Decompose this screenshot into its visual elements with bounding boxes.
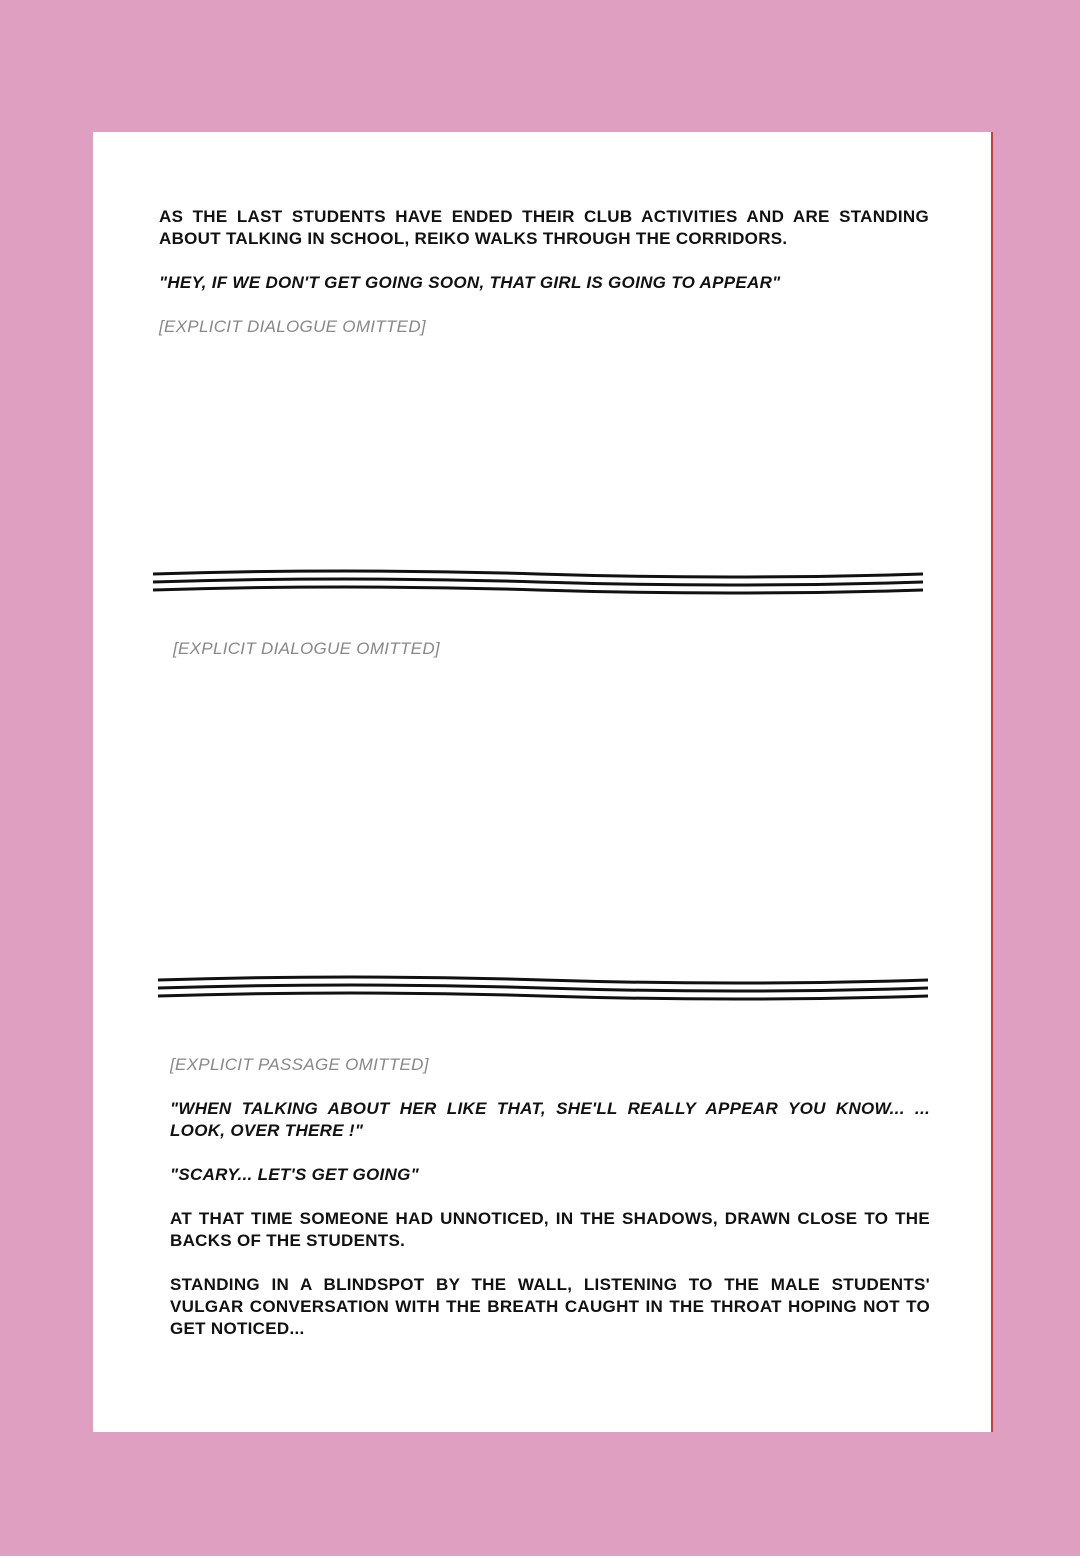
dialogue-line: "SCARY... LET'S GET GOING" [170,1165,420,1184]
dialogue-line: "HEY, IF WE DON'T GET GOING SOON, THAT GIRL IS GOING TO APPEAR" [159,273,781,292]
omitted-text: [EXPLICIT DIALOGUE OMITTED] [159,317,426,336]
wavy-divider [153,568,923,598]
omitted-text: [EXPLICIT PASSAGE OMITTED] [170,1055,429,1074]
text-section-3 [170,1054,930,1362]
text-section-2 [173,638,913,682]
omitted-text: [EXPLICIT DIALOGUE OMITTED] [173,639,440,658]
narration: AS THE LAST STUDENTS HAVE ENDED THEIR CLUB ACTIVITIES AND ARE STANDING ABOUT TALKING IN SCHOOL, REIKO WALKS THROUGH THE CORRIDORS. [159,207,929,248]
narration: STANDING IN A BLINDSPOT BY THE WALL, LISTENING TO THE MALE STUDENTS' VULGAR CONVERSATION WITH THE BREATH CAUGHT IN THE THROAT HOPING NOT TO GET NOTICED... [170,1275,930,1338]
wavy-divider [158,974,928,1004]
text-section-1 [159,206,929,360]
document-page [93,132,993,1432]
dialogue-line: "WHEN TALKING ABOUT HER LIKE THAT, SHE'LL REALLY APPEAR YOU KNOW... ... LOOK, OVER THERE !" [170,1099,930,1140]
narration: AT THAT TIME SOMEONE HAD UNNOTICED, IN THE SHADOWS, DRAWN CLOSE TO THE BACKS OF THE STUDENTS. [170,1209,930,1250]
